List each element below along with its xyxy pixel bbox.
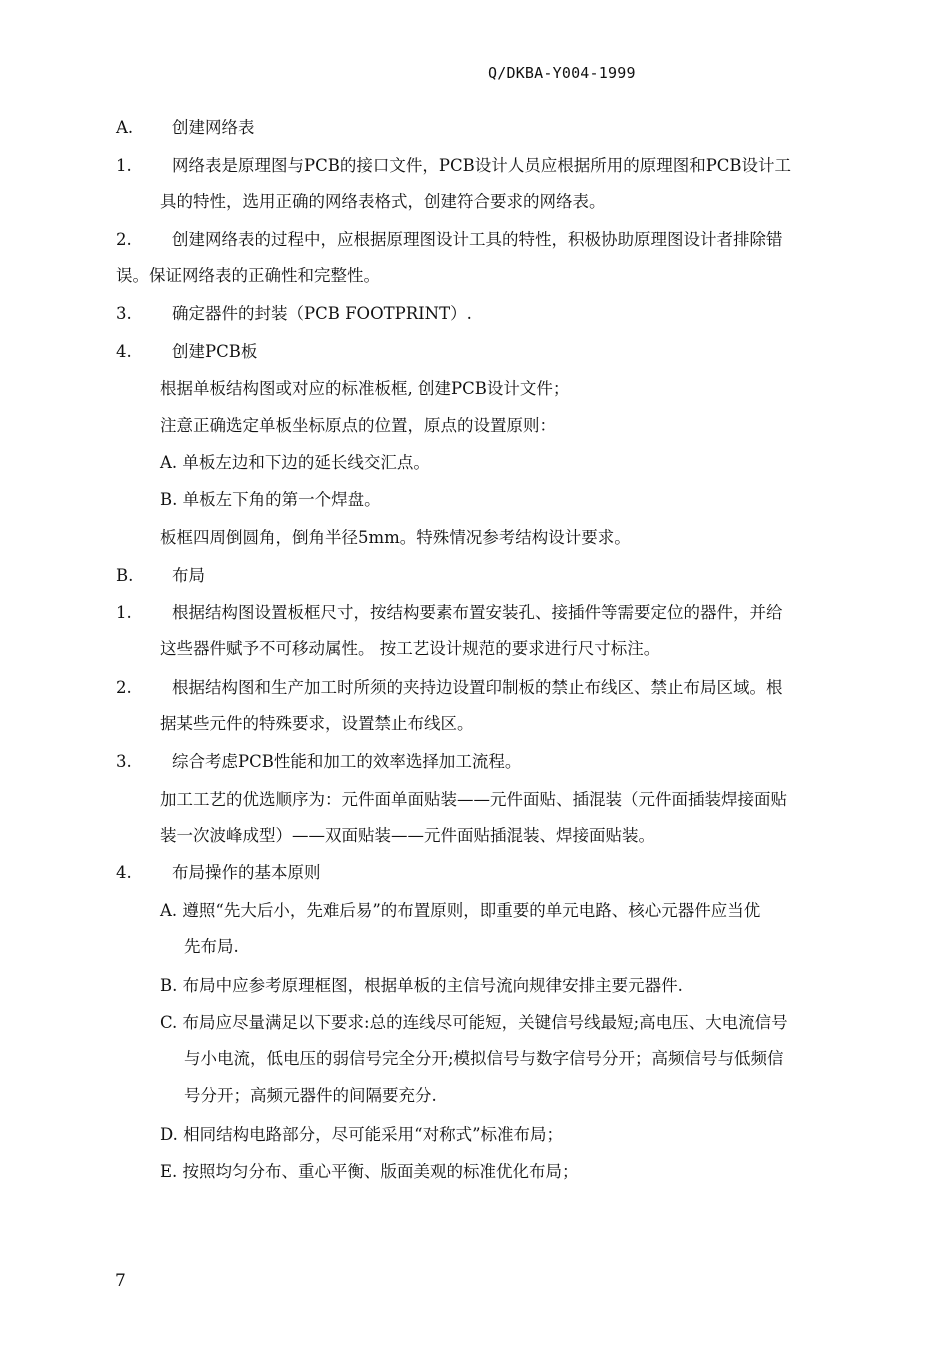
paragraph: 板框四周倒圆角，倒角半径5mm。特殊情况参考结构设计要求。 — [160, 528, 631, 547]
section-label: B. — [116, 566, 134, 585]
principle-item: E. 按照均匀分布、重心平衡、版面美观的标准优化布局； — [160, 1162, 579, 1181]
item-text: 确定器件的封装（PCB FOOTPRINT）. — [172, 304, 472, 323]
item-text: 根据结构图设置板框尺寸，按结构要素布置安装孔、接插件等需要定位的器件，并给 — [172, 603, 783, 622]
principle-item-continued: 先布局. — [184, 937, 239, 956]
principle-item-continued: 号分开；高频元器件的间隔要充分. — [184, 1086, 437, 1105]
principle-item-continued: 与小电流，低电压的弱信号完全分开;模拟信号与数字信号分开；高频信号与低频信 — [184, 1049, 784, 1068]
paragraph: 根据单板结构图或对应的标准板框, 创建PCB设计文件； — [160, 379, 570, 398]
item-text: 创建PCB板 — [172, 342, 258, 361]
item-text: 综合考虑PCB性能和加工的效率选择加工流程。 — [172, 752, 522, 771]
paragraph: A. 单板左边和下边的延长线交汇点。 — [160, 453, 430, 472]
principle-item: C. 布局应尽量满足以下要求:总的连线尽可能短，关键信号线最短;高电压、大电流信号 — [160, 1013, 788, 1032]
item-text-continued: 据某些元件的特殊要求，设置禁止布线区。 — [160, 714, 474, 733]
item-text-continued: 加工工艺的优选顺序为：元件面单面贴装——元件面贴、插混装（元件面插装焊接面贴 — [160, 790, 787, 809]
item-text-continued: 装一次波峰成型）——双面贴装——元件面贴插混装、焊接面贴装。 — [160, 826, 655, 845]
item-text: 创建网络表的过程中，应根据原理图设计工具的特性，积极协助原理图设计者排除错 — [172, 230, 783, 249]
item-number: 3. — [116, 304, 132, 323]
item-number: 1. — [116, 603, 132, 622]
paragraph: 注意正确选定单板坐标原点的位置，原点的设置原则： — [160, 416, 556, 435]
item-text: 布局操作的基本原则 — [172, 863, 321, 882]
page-number: 7 — [115, 1271, 126, 1291]
section-title: 布局 — [172, 566, 205, 585]
item-number: 2. — [116, 678, 132, 697]
item-number: 3. — [116, 752, 132, 771]
item-text-continued: 这些器件赋予不可移动属性。 按工艺设计规范的要求进行尺寸标注。 — [160, 639, 661, 658]
principle-item: B. 布局中应参考原理框图，根据单板的主信号流向规律安排主要元器件. — [160, 976, 683, 995]
item-number: 1. — [116, 156, 132, 175]
item-number: 4. — [116, 863, 132, 882]
item-text-continued: 具的特性，选用正确的网络表格式，创建符合要求的网络表。 — [160, 192, 606, 211]
section-label: A. — [116, 118, 134, 137]
item-text: 网络表是原理图与PCB的接口文件，PCB设计人员应根据所用的原理图和PCB设计工 — [172, 156, 792, 175]
item-text: 根据结构图和生产加工时所须的夹持边设置印制板的禁止布线区、禁止布局区域。根 — [172, 678, 783, 697]
item-text-continued: 误。保证网络表的正确性和完整性。 — [116, 266, 380, 285]
principle-item: A. 遵照“先大后小，先难后易”的布置原则，即重要的单元电路、核心元器件应当优 — [160, 901, 761, 920]
principle-item: D. 相同结构电路部分，尽可能采用“对称式”标准布局； — [160, 1125, 564, 1144]
item-number: 4. — [116, 342, 132, 361]
item-number: 2. — [116, 230, 132, 249]
document-code: Q/DKBA-Y004-1999 — [488, 64, 636, 82]
paragraph: B. 单板左下角的第一个焊盘。 — [160, 490, 381, 509]
section-title: 创建网络表 — [172, 118, 255, 137]
